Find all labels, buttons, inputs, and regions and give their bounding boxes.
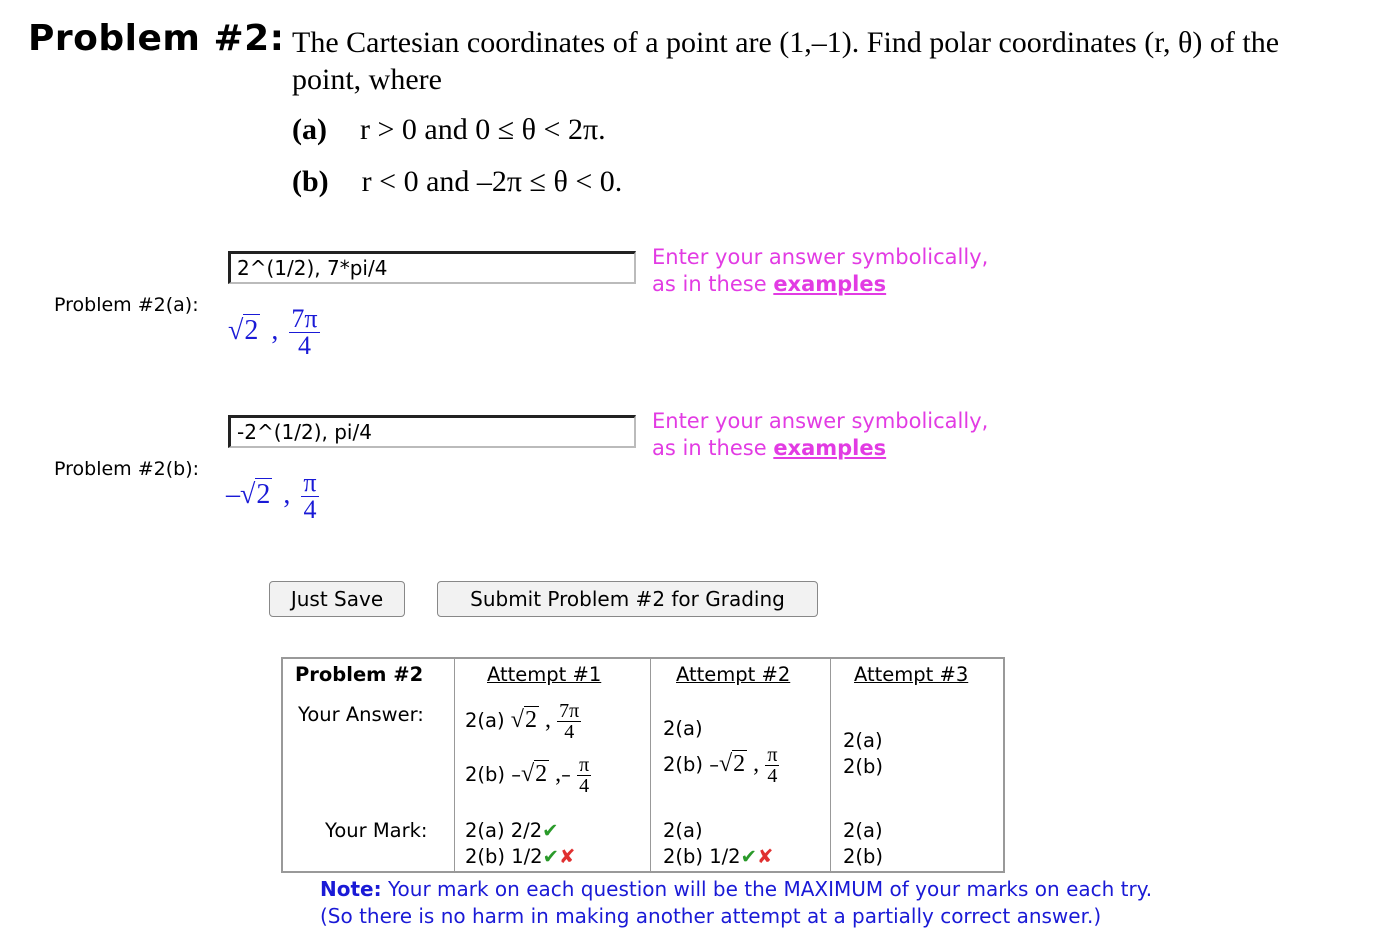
attempt3-answer-a: 2(a) [843,729,883,752]
part-b-label: (b) [292,165,329,198]
problem-statement-line1: The Cartesian coordinates of a point are (1,–1). Find polar coordinates (r, θ) of the [292,26,1280,59]
answer-label-b: Problem #2(b): [54,458,200,480]
attempt2-answer-b-num: π [767,744,778,766]
attempt1-mark-a-text: 2(a) 2/2 [465,819,543,842]
fraction-b-den: 4 [303,495,317,524]
attempt1-answer-a-den: 4 [564,721,575,743]
hint-a-prefix: as in these [652,272,774,296]
attempt2-answer-b: 2(b) –√2 , $\frac{\pi}{4}$ [663,744,778,787]
problem-heading: Problem #2: [28,18,285,59]
table-header-problem: Problem #2 [295,663,424,686]
part-a-label: (a) [292,113,327,146]
attempt2-answer-a: 2(a) [663,717,703,740]
note-line1: Your mark on each question will be the MAXIMUM of your marks on each try. [381,877,1153,901]
rendered-answer-b [226,470,319,523]
check-icon: ✔ [542,845,559,868]
examples-link-b[interactable]: examples [773,436,887,460]
attempt1-answer-b-num: π [579,754,590,776]
your-mark-label: Your Mark: [325,819,428,842]
problem-statement-line2: point, where [292,63,442,96]
answer-input-a[interactable] [228,251,636,284]
rendered-answer-a [228,306,320,359]
separator-a: , [271,314,279,346]
attempt3-mark-a: 2(a) [843,819,883,842]
check-icon: ✔ [542,819,559,842]
separator-b: , [283,478,291,510]
answer-label-a: Problem #2(a): [54,294,199,316]
attempt3-answer-b: 2(b) [843,755,883,778]
fraction-a-num: 7π [291,304,318,333]
attempt1-answer-b: 2(b) –√2 ,– $\frac{\pi}{4}$ [465,754,590,797]
table-header-attempt-1[interactable]: Attempt #1 [487,663,602,686]
attempt1-answer-b-radicand: 2 [535,761,548,787]
check-icon: ✔ [740,845,757,868]
hint-b-prefix: as in these [652,436,774,460]
sqrt-sign-a: √ [228,314,244,346]
minus-sign-b: – [226,478,240,510]
part-a-condition: r > 0 and 0 ≤ θ < 2π. [359,113,606,146]
radicand-b: 2 [256,478,271,510]
sqrt-sign-b: √ [240,478,256,510]
attempt1-answer-a: 2(a) √2 , $\frac{7\pi}{4}$ [465,700,580,743]
grading-table [281,657,1005,873]
attempt1-answer-b-sign: – [561,763,571,786]
fraction-b [301,470,318,523]
part-a [292,113,606,147]
attempt2-mark-a: 2(a) [663,819,703,842]
your-answer-label: Your Answer: [298,703,424,726]
fraction-a [289,306,319,359]
attempt1-answer-a-radicand: 2 [524,707,537,733]
attempt2-answer-b-prefix: 2(b) – [663,753,719,776]
attempt2-mark-b-text: 2(b) 1/2 [663,845,741,868]
attempt1-mark-a [465,819,559,842]
examples-link-a[interactable]: examples [773,272,887,296]
fraction-a-den: 4 [297,331,311,360]
attempt2-answer-b-radicand: 2 [733,751,746,777]
table-header-attempt-3[interactable]: Attempt #3 [854,663,969,686]
attempt1-answer-b-den: 4 [579,775,590,797]
attempt1-answer-a-prefix: 2(a) [465,709,505,732]
answer-input-b[interactable] [228,415,636,448]
cross-icon: ✘ [756,845,774,868]
table-header-attempt-2[interactable]: Attempt #2 [676,663,791,686]
part-b-condition: r < 0 and –2π ≤ θ < 0. [361,165,623,198]
submit-button[interactable]: Submit Problem #2 for Grading [437,581,818,617]
note-bold: Note: [320,877,382,901]
part-b [292,165,622,199]
note-line2: (So there is no harm in making another attempt at a partially correct answer.) [320,904,1102,928]
just-save-button[interactable]: Just Save [269,581,405,617]
attempt3-mark-b: 2(b) [843,845,883,868]
hint-a [652,244,988,298]
attempt1-mark-b-text: 2(b) 1/2 [465,845,543,868]
radicand-a: 2 [244,314,259,346]
attempt2-mark-b [663,845,773,868]
attempt2-answer-b-den: 4 [767,765,778,787]
grading-note [320,876,1152,930]
fraction-b-num: π [303,468,317,497]
attempt1-answer-a-num: 7π [559,700,580,722]
cross-icon: ✘ [558,845,576,868]
hint-a-line1: Enter your answer symbolically, [652,245,989,269]
attempt1-answer-b-prefix: 2(b) – [465,763,521,786]
attempt1-mark-b [465,845,575,868]
hint-b-line1: Enter your answer symbolically, [652,409,989,433]
hint-b [652,408,988,462]
